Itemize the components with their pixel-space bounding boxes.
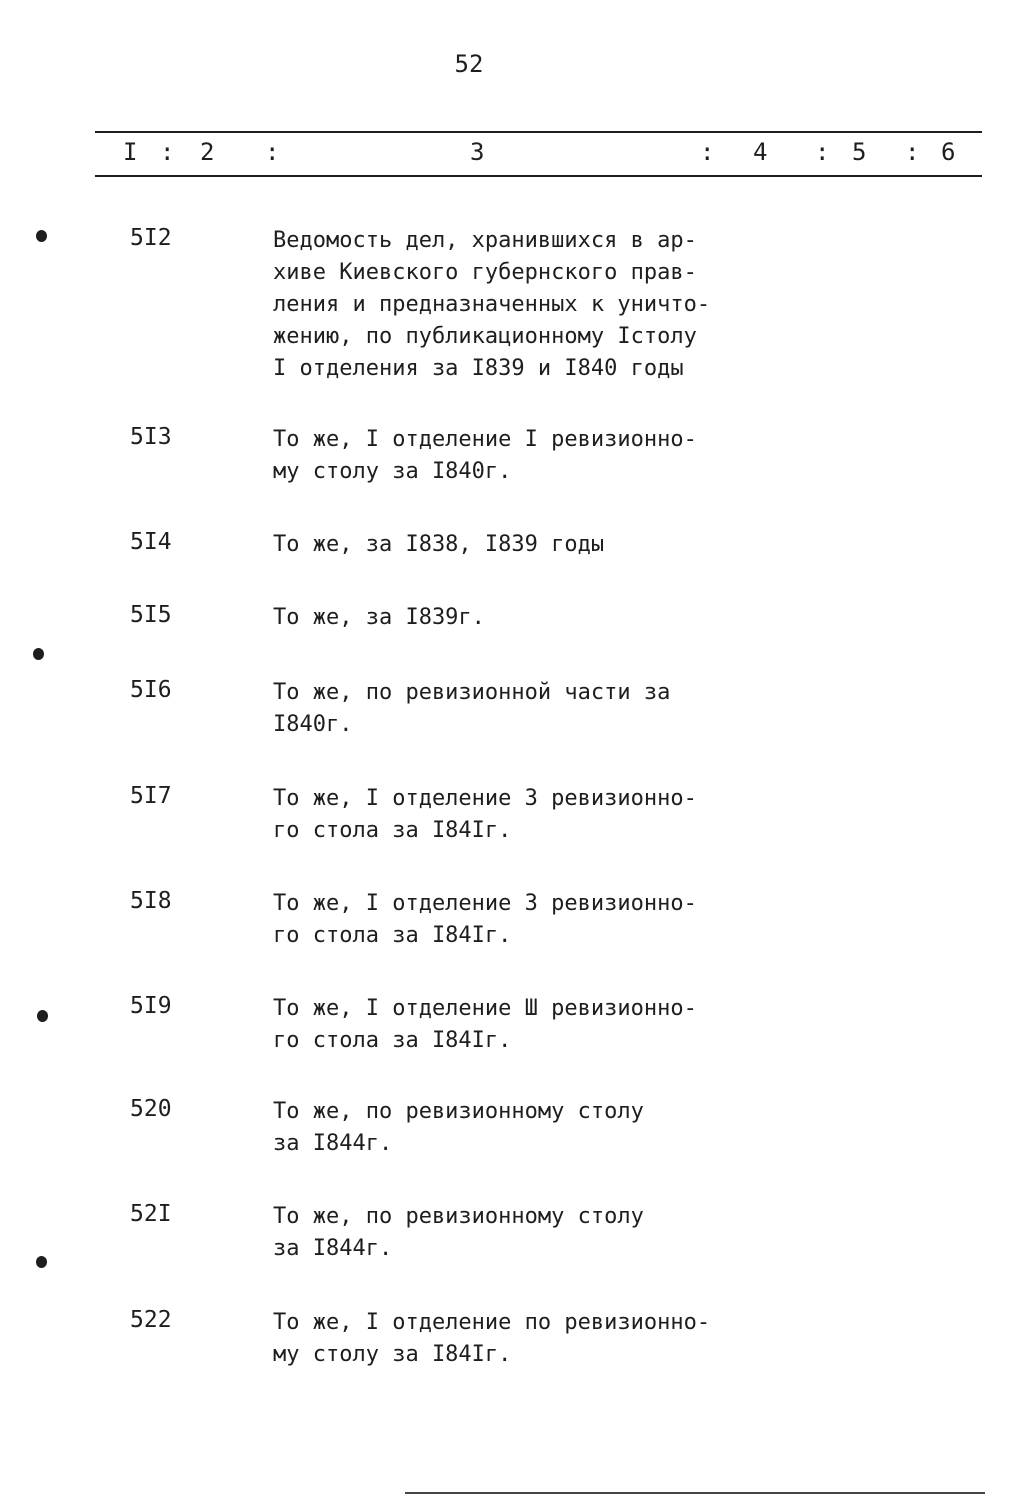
entry-title: То же, по ревизионному столу за I844г. [273,1099,644,1156]
column-separator: : [815,138,830,166]
bottom-edge-line [405,1492,985,1494]
column-header-2: 2 [200,138,215,166]
column-header-6: 6 [941,138,956,166]
column-header-4: 4 [753,138,768,166]
entry-number: 5I8 [130,888,172,914]
column-separator: : [905,138,920,166]
page-number: 52 [454,50,484,78]
column-separator: : [700,138,715,166]
column-separator: : [265,138,280,166]
header-rule-bottom [95,175,982,177]
entry-number: 522 [130,1307,172,1333]
column-header-5: 5 [852,138,867,166]
entry-title: То же, I отделение 3 ревизионно- го стола за I84Iг. [273,786,697,843]
entry-number: 5I7 [130,783,172,809]
entry-number: 5I6 [130,677,172,703]
column-header-3: 3 [470,138,485,166]
punch-hole [36,230,47,242]
entry-number: 5I2 [130,225,172,251]
column-header-1: I [123,138,138,166]
entry-number: 5I3 [130,424,172,450]
entry-title: То же, по ревизионному столу за I844г. [273,1204,644,1261]
entry-title: То же, I отделение I ревизионно- му столу за I840г. [273,427,697,484]
punch-hole [36,1256,47,1268]
entry-number: 52I [130,1201,172,1227]
entry-title: То же, I отделение 3 ревизионно- го стола за I84Iг. [273,891,697,948]
entry-title: То же, по ревизионной части за I840г. [273,680,671,737]
entry-number: 5I9 [130,993,172,1019]
header-rule-top [95,131,982,133]
entry-title: То же, за I838, I839 годы [273,532,605,557]
entry-number: 520 [130,1096,172,1122]
column-separator: : [160,138,175,166]
entry-title: То же, за I839г. [273,605,485,630]
entry-number: 5I4 [130,529,172,555]
entry-title: Ведомость дел, хранившихся в ар- хиве Киевского губернского прав- ления и предназначенных к уничто- жению, по публикационному Iстолу I отделения за I839 и I840 годы [273,228,711,381]
punch-hole [33,648,44,660]
entry-title: То же, I отделение по ревизионно- му столу за I84Iг. [273,1310,711,1367]
punch-hole [37,1010,48,1022]
entry-number: 5I5 [130,602,172,628]
entry-title: То же, I отделение Ш ревизионно- го стола за I84Iг. [273,996,697,1053]
